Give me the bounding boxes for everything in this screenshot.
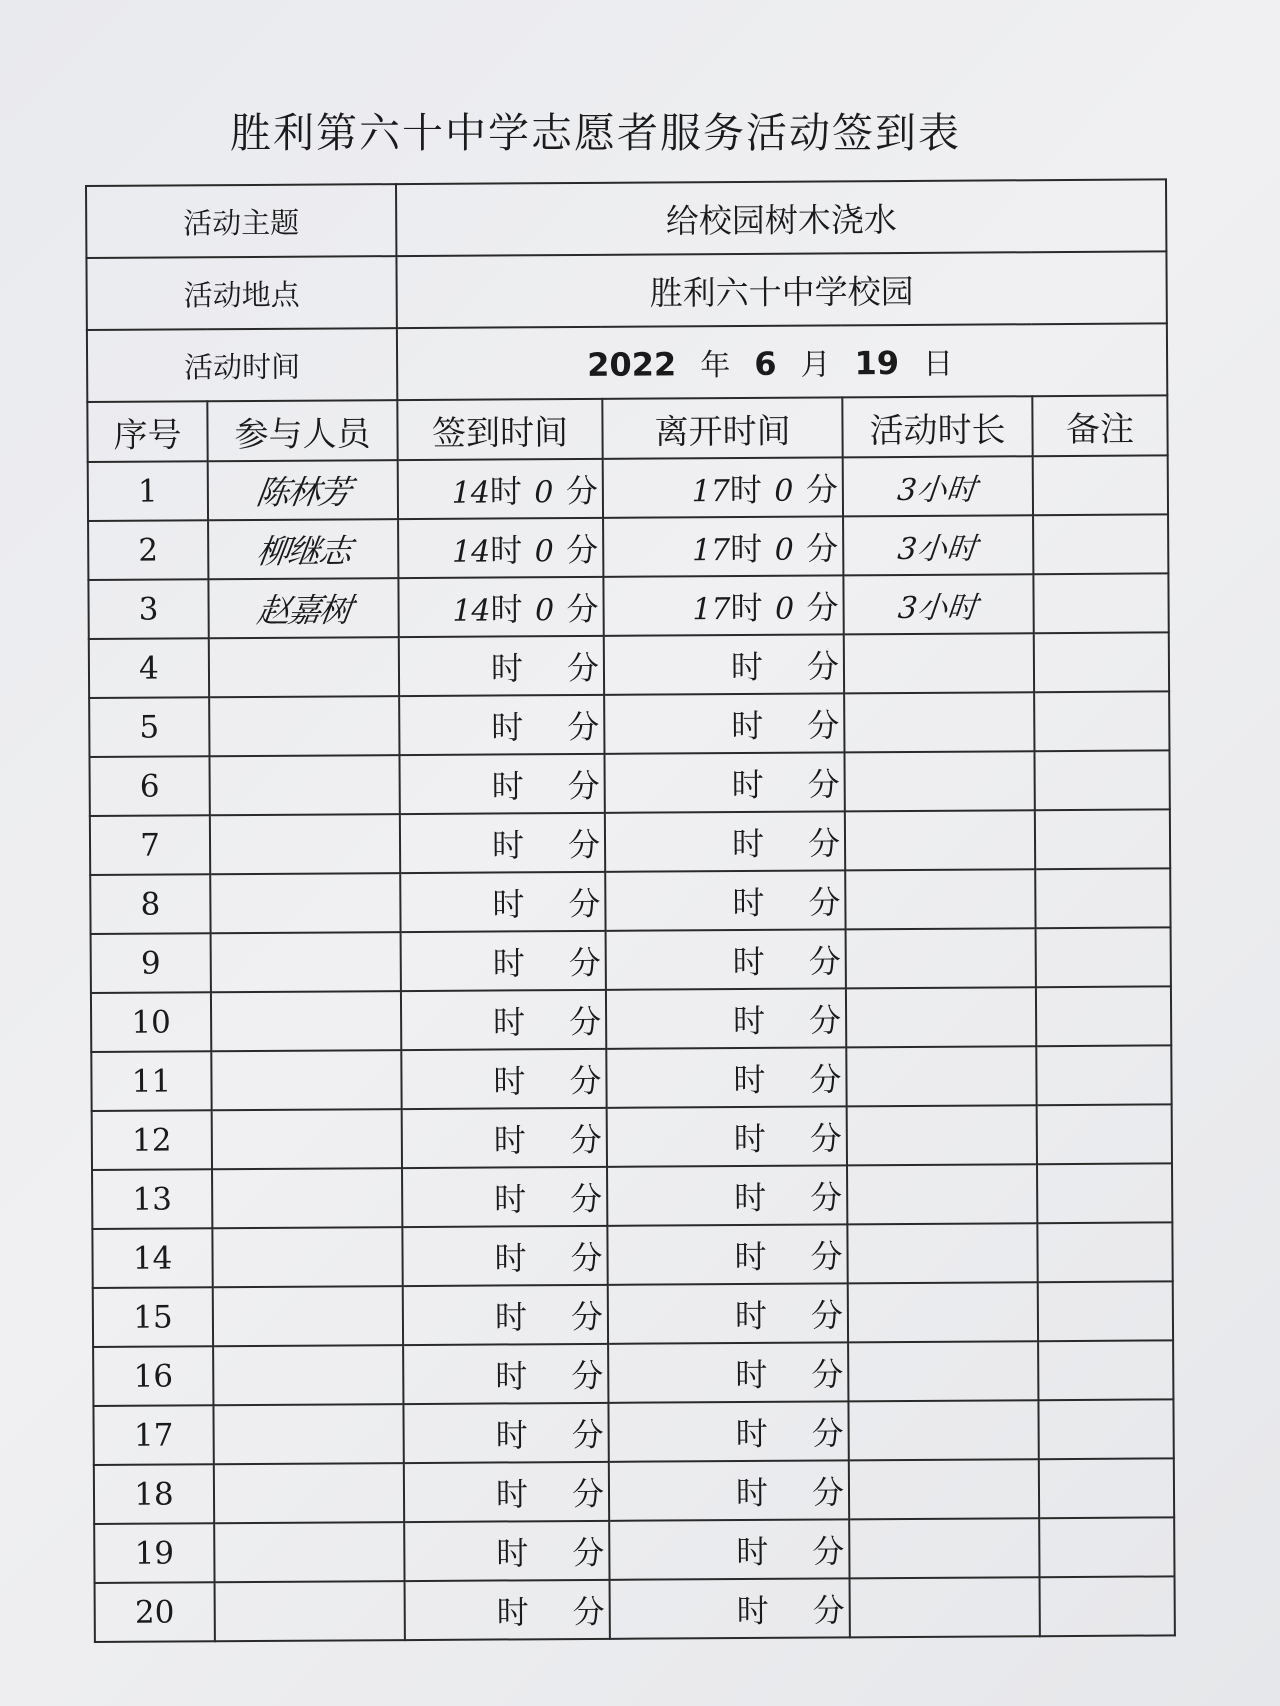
minute-unit-label: 分 — [811, 1472, 845, 1512]
duration-cell — [849, 1459, 1039, 1519]
checkin-time — [403, 1285, 608, 1345]
checkout-time — [604, 693, 844, 753]
checkin-time — [398, 459, 603, 519]
hour-unit-label: 时 — [494, 1297, 528, 1337]
column-header: 签到时间 — [397, 399, 602, 460]
duration-cell — [846, 987, 1036, 1047]
table-row — [89, 750, 1169, 816]
remark-cell — [1033, 514, 1168, 574]
minute-unit-label: 分 — [806, 528, 839, 568]
table-row — [88, 514, 1168, 580]
minute-unit-label: 分 — [807, 823, 841, 863]
checkin-time — [401, 931, 606, 991]
row-number: 7 — [90, 815, 210, 875]
minute-unit-label: 分 — [807, 705, 840, 745]
checkout-time — [609, 1519, 849, 1579]
participant-cell — [213, 1286, 403, 1346]
duration-value: 3小时 — [896, 531, 980, 567]
minute-unit-label: 分 — [570, 1179, 603, 1218]
checkout-time — [608, 1283, 848, 1343]
theme-row — [86, 179, 1166, 258]
time-row — [87, 323, 1167, 402]
participant-cell — [215, 1581, 405, 1641]
document-title: 胜利第六十中学志愿者服务活动签到表 — [230, 109, 961, 157]
checkin-time — [404, 1521, 609, 1581]
hour-unit-label: 时 — [731, 765, 764, 804]
remark-cell — [1038, 1399, 1173, 1459]
row-number: 11 — [91, 1051, 211, 1111]
duration-cell — [847, 1164, 1037, 1224]
row-number: 17 — [93, 1405, 213, 1465]
table-row — [89, 632, 1169, 698]
row-number: 8 — [90, 874, 210, 934]
checkout-time-hour: 17 — [691, 532, 731, 568]
hour-unit-label: 时 — [496, 1592, 529, 1632]
row-number: 10 — [91, 992, 211, 1052]
table-row — [95, 1576, 1175, 1642]
hour-unit-label: 时 — [731, 824, 765, 863]
hour-unit-label: 时 — [492, 884, 525, 924]
minute-unit-label: 分 — [570, 1238, 603, 1277]
minute-unit-label: 分 — [806, 587, 839, 627]
checkin-time-hour: 14 — [451, 534, 491, 570]
minute-unit-label: 分 — [810, 1236, 843, 1276]
table-row — [91, 986, 1171, 1052]
checkout-time — [603, 516, 843, 576]
participant-cell — [212, 1227, 402, 1287]
participant-cell — [212, 1109, 402, 1169]
remark-cell — [1036, 986, 1171, 1046]
hour-unit-label: 时 — [491, 825, 525, 865]
remark-cell — [1036, 1045, 1171, 1105]
duration-cell — [846, 1046, 1036, 1106]
participant-cell — [210, 814, 400, 874]
participant-cell — [208, 519, 398, 579]
hour-unit-label: 时 — [494, 1238, 527, 1278]
row-number: 19 — [94, 1523, 214, 1583]
row-number: 20 — [95, 1582, 215, 1642]
hour-unit-label: 时 — [495, 1356, 528, 1396]
column-header: 序号 — [87, 401, 207, 462]
table-row — [93, 1399, 1173, 1465]
remark-cell — [1035, 868, 1170, 928]
date-year: 2022 — [587, 345, 677, 384]
table-row — [93, 1340, 1173, 1406]
minute-unit-label: 分 — [566, 589, 599, 628]
column-header: 备注 — [1032, 395, 1167, 456]
checkin-time-hour: 14 — [451, 475, 490, 511]
remark-cell — [1036, 927, 1171, 987]
minute-unit-label: 分 — [810, 1177, 843, 1217]
minute-unit-label: 分 — [567, 707, 600, 746]
theme-value: 给校园树木浇水 — [396, 179, 1166, 256]
duration-cell — [844, 692, 1034, 752]
checkout-time — [606, 1047, 846, 1107]
remark-cell — [1033, 455, 1168, 515]
participant-cell — [211, 932, 401, 992]
participant-cell — [209, 696, 399, 756]
minute-unit-label: 分 — [572, 1592, 605, 1631]
checkin-time-minute: 0 — [534, 592, 555, 628]
row-number: 2 — [88, 520, 208, 580]
duration-cell — [849, 1518, 1039, 1578]
duration-cell — [848, 1341, 1038, 1401]
duration-cell — [847, 1223, 1037, 1283]
hour-unit-label: 时 — [493, 1120, 526, 1160]
checkout-time-hour: 17 — [692, 591, 731, 627]
checkin-time — [402, 1226, 607, 1286]
minute-unit-label: 分 — [569, 1061, 602, 1100]
minute-unit-label: 分 — [811, 1413, 844, 1453]
checkin-time — [399, 695, 604, 755]
hour-unit-label: 时 — [496, 1533, 529, 1573]
minute-unit-label: 分 — [569, 1120, 602, 1159]
hour-unit-label: 时 — [729, 470, 762, 509]
hour-unit-label: 时 — [490, 589, 523, 629]
remark-cell — [1038, 1340, 1173, 1400]
location-row — [86, 251, 1166, 330]
table-row — [93, 1281, 1173, 1347]
column-header: 活动时长 — [842, 396, 1032, 457]
duration-cell — [846, 928, 1036, 988]
date-month: 6 — [754, 344, 777, 383]
checkin-time — [400, 754, 605, 814]
participant-signature: 柳继志 — [253, 531, 353, 571]
checkin-time-minute: 0 — [534, 533, 554, 569]
duration-cell — [845, 810, 1035, 870]
location-value: 胜利六十中学校园 — [396, 251, 1166, 328]
duration-value: 3小时 — [896, 472, 979, 508]
minute-unit-label: 分 — [566, 648, 600, 687]
hour-unit-label: 时 — [735, 1355, 768, 1394]
table-row — [92, 1163, 1172, 1229]
hour-unit-label: 时 — [492, 943, 525, 983]
date-value — [397, 323, 1167, 400]
checkin-time — [403, 1403, 608, 1463]
date-year-unit: 年 — [700, 348, 731, 384]
participant-cell — [208, 460, 398, 520]
row-number: 4 — [89, 638, 209, 698]
minute-unit-label: 分 — [811, 1354, 844, 1394]
hour-unit-label: 时 — [734, 1178, 767, 1217]
date-month-unit: 月 — [800, 347, 831, 383]
hour-unit-label: 时 — [736, 1591, 769, 1630]
hour-unit-label: 时 — [734, 1296, 768, 1335]
minute-unit-label: 分 — [567, 766, 600, 805]
participant-cell — [209, 637, 399, 697]
hour-unit-label: 时 — [736, 1532, 769, 1571]
checkin-time — [401, 1049, 606, 1109]
minute-unit-label: 分 — [571, 1356, 604, 1395]
minute-unit-label: 分 — [812, 1531, 845, 1571]
participant-cell — [211, 991, 401, 1051]
date-day: 19 — [854, 344, 900, 383]
remark-cell — [1035, 809, 1170, 869]
theme-label: 活动主题 — [86, 184, 396, 258]
hour-unit-label: 时 — [490, 530, 523, 570]
hour-unit-label: 时 — [735, 1414, 768, 1453]
hour-unit-label: 时 — [493, 1061, 526, 1101]
hour-unit-label: 时 — [730, 647, 764, 686]
hour-unit-label: 时 — [494, 1179, 527, 1219]
minute-unit-label: 分 — [571, 1474, 605, 1513]
checkin-time — [398, 518, 603, 578]
participant-cell — [214, 1522, 404, 1582]
duration-cell — [844, 751, 1034, 811]
minute-unit-label: 分 — [809, 1059, 842, 1099]
minute-unit-label: 分 — [812, 1590, 845, 1630]
time-label: 活动时间 — [87, 328, 397, 402]
checkout-time — [603, 457, 843, 517]
row-number: 12 — [92, 1110, 212, 1170]
remark-cell — [1037, 1222, 1172, 1282]
duration-cell — [850, 1577, 1040, 1637]
checkout-time-hour: 17 — [691, 473, 730, 509]
table-row — [94, 1458, 1174, 1524]
hour-unit-label: 时 — [495, 1415, 528, 1455]
checkin-time — [405, 1580, 610, 1640]
remark-cell — [1034, 750, 1169, 810]
checkout-time-minute: 0 — [774, 473, 794, 509]
table-row — [90, 809, 1170, 875]
hour-unit-label: 时 — [495, 1474, 529, 1514]
checkout-time — [610, 1578, 850, 1638]
checkin-time — [404, 1462, 609, 1522]
duration-cell — [847, 1105, 1037, 1165]
row-number: 3 — [88, 579, 208, 639]
column-header-row — [87, 395, 1167, 462]
checkout-time — [607, 1106, 847, 1166]
checkout-time — [605, 811, 845, 871]
checkin-time-hour: 14 — [452, 593, 491, 629]
hour-unit-label: 时 — [492, 1002, 526, 1042]
checkout-time — [608, 1401, 848, 1461]
remark-cell — [1034, 632, 1169, 692]
hour-unit-label: 时 — [732, 942, 765, 981]
row-number: 5 — [89, 697, 209, 757]
hour-unit-label: 时 — [733, 1060, 766, 1099]
hour-unit-label: 时 — [733, 1119, 766, 1158]
checkin-time — [403, 1344, 608, 1404]
participant-cell — [210, 873, 400, 933]
remark-cell — [1040, 1576, 1175, 1636]
checkin-time — [400, 872, 605, 932]
checkout-time — [606, 929, 846, 989]
minute-unit-label: 分 — [808, 941, 841, 981]
duration-cell — [848, 1282, 1038, 1342]
duration-cell — [848, 1400, 1038, 1460]
minute-unit-label: 分 — [808, 1000, 842, 1040]
checkout-time — [604, 634, 844, 694]
table-row — [92, 1222, 1172, 1288]
checkout-time — [607, 1165, 847, 1225]
table-row — [90, 868, 1170, 934]
duration-cell — [843, 456, 1033, 516]
minute-unit-label: 分 — [570, 1297, 604, 1336]
minute-unit-label: 分 — [572, 1533, 605, 1572]
minute-unit-label: 分 — [808, 882, 841, 922]
minute-unit-label: 分 — [807, 764, 840, 804]
participant-cell — [212, 1168, 402, 1228]
row-number: 18 — [94, 1464, 214, 1524]
minute-unit-label: 分 — [805, 469, 839, 509]
hour-unit-label: 时 — [735, 1473, 769, 1512]
table-row — [88, 573, 1168, 639]
minute-unit-label: 分 — [806, 646, 840, 686]
minute-unit-label: 分 — [810, 1295, 844, 1335]
checkout-time — [608, 1342, 848, 1402]
hour-unit-label: 时 — [491, 707, 524, 747]
participant-signature: 赵嘉树 — [254, 590, 353, 630]
checkout-time-minute: 0 — [774, 532, 794, 568]
minute-unit-label: 分 — [569, 1002, 602, 1041]
minute-unit-label: 分 — [568, 943, 601, 982]
participant-cell — [214, 1463, 404, 1523]
remark-cell — [1034, 691, 1169, 751]
checkout-time — [606, 988, 846, 1048]
checkin-time — [402, 1167, 607, 1227]
minute-unit-label: 分 — [809, 1118, 842, 1158]
hour-unit-label: 时 — [734, 1237, 767, 1276]
table-row — [88, 455, 1168, 521]
column-header: 离开时间 — [602, 397, 842, 458]
checkout-time — [609, 1460, 849, 1520]
duration-cell — [843, 574, 1033, 634]
checkin-time — [399, 636, 604, 696]
checkout-time — [607, 1224, 847, 1284]
location-label: 活动地点 — [86, 256, 396, 330]
duration-value: 3小时 — [896, 590, 980, 626]
checkin-time — [401, 990, 606, 1050]
hour-unit-label: 时 — [730, 588, 763, 627]
participant-cell — [213, 1404, 403, 1464]
participant-signature: 陈林芳 — [253, 472, 352, 512]
row-number: 9 — [91, 933, 211, 993]
checkout-time — [603, 575, 843, 635]
row-number: 14 — [92, 1228, 212, 1288]
row-number: 1 — [88, 461, 208, 521]
remark-cell — [1038, 1281, 1173, 1341]
participant-cell — [213, 1345, 403, 1405]
remark-cell — [1037, 1104, 1172, 1164]
participant-cell — [208, 578, 398, 638]
minute-unit-label: 分 — [565, 471, 599, 510]
table-row — [91, 1045, 1171, 1111]
checkin-time-minute: 0 — [534, 474, 554, 510]
hour-unit-label: 时 — [730, 529, 763, 568]
hour-unit-label: 时 — [732, 1001, 766, 1040]
participant-cell — [209, 755, 399, 815]
hour-unit-label: 时 — [490, 648, 524, 688]
remark-cell — [1039, 1458, 1174, 1518]
hour-unit-label: 时 — [489, 471, 522, 511]
hour-unit-label: 时 — [491, 766, 524, 806]
remark-cell — [1039, 1517, 1174, 1577]
table-row — [92, 1104, 1172, 1170]
table-row — [89, 691, 1169, 757]
hour-unit-label: 时 — [732, 883, 765, 922]
duration-cell — [844, 633, 1034, 693]
row-number: 15 — [93, 1287, 213, 1347]
duration-cell — [843, 515, 1033, 575]
minute-unit-label: 分 — [568, 884, 601, 923]
column-header: 参与人员 — [207, 400, 397, 461]
signin-table — [85, 178, 1176, 1643]
checkin-time — [400, 813, 605, 873]
minute-unit-label: 分 — [567, 825, 601, 864]
minute-unit-label: 分 — [571, 1415, 604, 1454]
row-number: 13 — [92, 1169, 212, 1229]
table-row — [91, 927, 1171, 993]
checkout-time — [605, 752, 845, 812]
remark-cell — [1033, 573, 1168, 633]
duration-cell — [845, 869, 1035, 929]
checkin-time — [398, 577, 603, 637]
hour-unit-label: 时 — [731, 706, 764, 745]
remark-cell — [1037, 1163, 1172, 1223]
date-day-unit: 日 — [922, 346, 954, 382]
checkin-time — [402, 1108, 607, 1168]
row-number: 16 — [93, 1346, 213, 1406]
table-row — [94, 1517, 1174, 1583]
minute-unit-label: 分 — [566, 530, 599, 569]
participant-cell — [211, 1050, 401, 1110]
row-number: 6 — [89, 756, 209, 816]
checkout-time-minute: 0 — [774, 591, 795, 627]
checkout-time — [605, 870, 845, 930]
